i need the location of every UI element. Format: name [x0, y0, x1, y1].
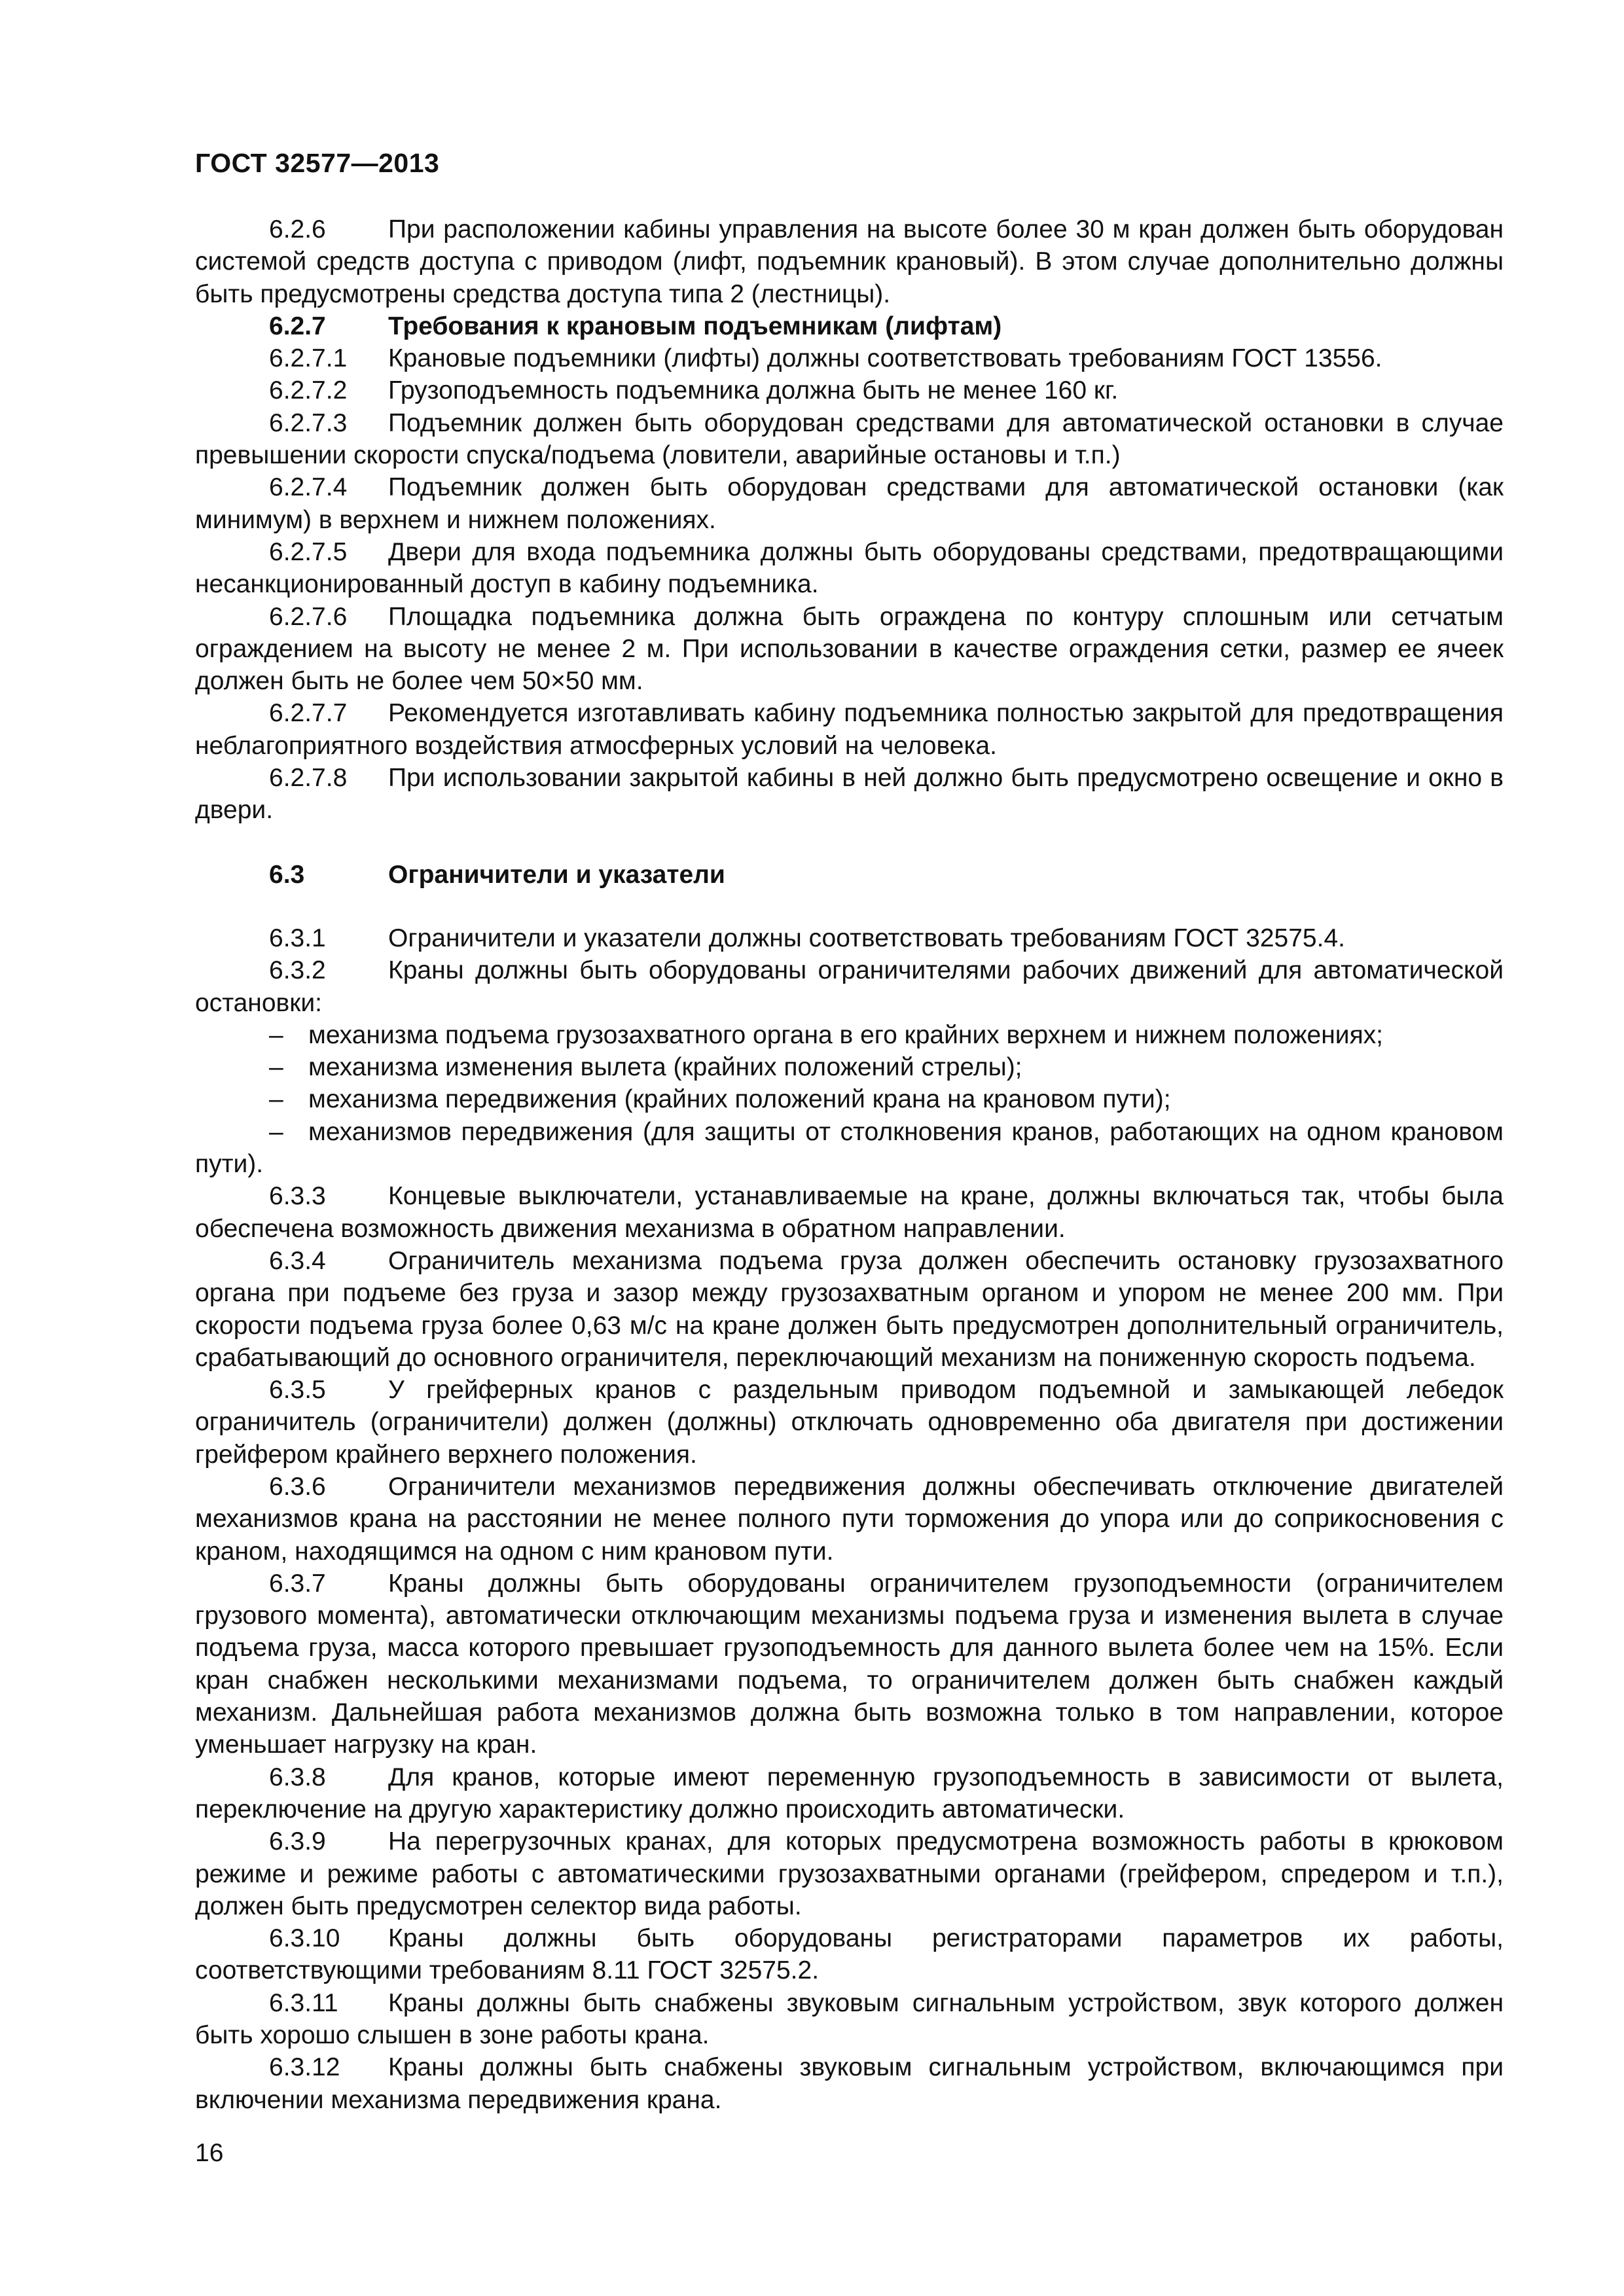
paragraph	[195, 697, 1504, 762]
page-number: 16	[195, 2139, 224, 2167]
paragraph	[195, 374, 1504, 406]
clause-text: Концевые выключатели, устанавливаемые на кране, должны включаться так, чтобы была обеспечена возможность движения механизма в обратном направлении.	[195, 1182, 1504, 1243]
list-dash: –	[269, 1117, 283, 1146]
clause-text: Рекомендуется изготавливать кабину подъемника полностью закрытой для предотвращения неблагоприятного воздействия атмосферных условий на человека.	[195, 699, 1504, 760]
paragraph	[195, 1987, 1504, 2052]
clause-text: Краны должны быть оборудованы ограничителем грузоподъемности (ограничителем грузового момента), автоматически отключающим механизмы подъема груза и изменения вылета в случае подъема груза, масса которого превышает грузоподъемность для данного вылета более чем на 15%. Если кран снабжен несколькими механизмами подъема, то ограничителем должен быть снабжен каждый механизм. Дальнейшая работа механизмов должна быть возможна только в том направлении, которое уменьшает нагрузку на кран.	[195, 1569, 1504, 1759]
paragraph	[195, 1245, 1504, 1374]
clause-number: 6.2.7.2	[269, 376, 348, 405]
paragraph	[195, 213, 1504, 310]
clause-number: 6.2.7.6	[269, 602, 348, 631]
paragraph	[195, 536, 1504, 601]
clause-number: 6.3.12	[269, 2053, 340, 2082]
paragraph	[195, 310, 1504, 342]
section-6-2-paragraphs	[195, 213, 1504, 827]
list-dash: –	[269, 1020, 283, 1049]
document-code-header: ГОСТ 32577—2013	[195, 148, 440, 178]
clause-number: 6.3.3	[269, 1182, 326, 1211]
clause-number: 6.3.8	[269, 1763, 326, 1791]
clause-text: Двери для входа подъемника должны быть оборудованы средствами, предотвращающими несанкционированный доступ в кабину подъемника.	[195, 537, 1504, 599]
section-title: Ограничители и указатели	[388, 860, 725, 889]
paragraph	[195, 342, 1504, 374]
list-dash: –	[269, 1053, 283, 1082]
clause-text: Подъемник должен быть оборудован средствами для автоматической остановки (как минимум) в верхнем и нижнем положениях.	[195, 473, 1504, 534]
document-body	[195, 213, 1504, 2116]
clause-text: У грейферных кранов с раздельным приводом подъемной и замыкающей лебедок ограничитель (ограничители) должен (должны) отключать одновременно оба двигателя при достижении грейфером крайнего верхнего положения.	[195, 1376, 1504, 1469]
paragraph	[195, 601, 1504, 698]
paragraph	[195, 1374, 1504, 1471]
clause-number: 6.3.10	[269, 1924, 340, 1953]
clause-number: 6.2.7	[269, 312, 326, 340]
paragraph	[195, 1825, 1504, 1922]
clause-text: Требования к крановым подъемникам (лифтам)	[388, 312, 1002, 340]
clause-number: 6.2.7.8	[269, 764, 348, 793]
clause-number: 6.3.11	[269, 1988, 338, 2017]
clause-text: Подъемник должен быть оборудован средствами для автоматической остановки в случае превышении скорости спуска/подъема (ловители, аварийные остановы и т.п.)	[195, 408, 1504, 470]
clause-number: 6.2.6	[269, 215, 326, 243]
section-heading	[195, 859, 1504, 891]
clause-text: Краны должны быть оборудованы ограничителями рабочих движений для автоматической остановки:	[195, 956, 1504, 1017]
clause-number: 6.3.5	[269, 1376, 326, 1405]
paragraph	[195, 1761, 1504, 1826]
section-6-3-paragraphs	[195, 1180, 1504, 2116]
clause-text: Ограничители механизмов передвижения должны обеспечивать отключение двигателей механизмов крана на расстоянии не менее полного пути торможения до упора или до соприкосновения с краном, находящимся на одном с ним крановом пути.	[195, 1472, 1504, 1566]
paragraph	[195, 762, 1504, 827]
clause-number: 6.3.6	[269, 1472, 326, 1501]
clause-text: Краны должны быть снабжены звуковым сигнальным устройством, звук которого должен быть хорошо слышен в зоне работы крана.	[195, 1988, 1504, 2050]
paragraph	[195, 1180, 1504, 1245]
paragraph	[195, 1471, 1504, 1568]
paragraph	[195, 407, 1504, 472]
clause-number: 6.2.7.1	[269, 344, 348, 373]
list-item-text: механизма передвижения (крайних положений крана на крановом пути);	[308, 1085, 1171, 1114]
clause-text: Краны должны быть оборудованы регистраторами параметров их работы, соответствующими требованиям 8.11 ГОСТ 32575.2.	[195, 1924, 1504, 1985]
paragraph	[195, 1922, 1504, 1987]
clause-number: 6.3.9	[269, 1827, 326, 1856]
clause-number: 6.3.7	[269, 1569, 326, 1598]
list-item	[195, 1083, 1504, 1115]
paragraph	[195, 1568, 1504, 1761]
clause-number: 6.2.7.3	[269, 408, 348, 437]
list-item-text: механизмов передвижения (для защиты от столкновения кранов, работающих на одном крановом пути).	[195, 1117, 1504, 1179]
clause-number: 6.3.1	[269, 924, 326, 952]
clause-text: При расположении кабины управления на высоте более 30 м кран должен быть оборудован системой средств доступа с приводом (лифт, подъемник крановый). В этом случае дополнительно должны быть предусмотрены средства доступа типа 2 (лестницы).	[195, 215, 1504, 308]
list-item	[195, 1019, 1504, 1051]
section-6-3-intro	[195, 922, 1504, 1019]
list-item	[195, 1116, 1504, 1181]
clause-text: Площадка подъемника должна быть ограждена по контуру сплошным или сетчатым ограждением на высоту не менее 2 м. При использовании в качестве ограждения сетки, размер ее ячеек должен быть не более чем 50×50 мм.	[195, 602, 1504, 696]
paragraph	[195, 471, 1504, 536]
list-item	[195, 1051, 1504, 1083]
clause-text: Краны должны быть снабжены звуковым сигнальным устройством, включающимся при включении механизма передвижения крана.	[195, 2053, 1504, 2114]
list-item-text: механизма подъема грузозахватного органа в его крайних верхнем и нижнем положениях;	[308, 1020, 1384, 1049]
list-dash: –	[269, 1085, 283, 1114]
clause-text: Ограничители и указатели должны соответствовать требованиям ГОСТ 32575.4.	[388, 924, 1345, 952]
clause-text: Для кранов, которые имеют переменную грузоподъемность в зависимости от вылета, переключение на другую характеристику должно происходить автоматически.	[195, 1763, 1504, 1823]
clause-text: Грузоподъемность подъемника должна быть не менее 160 кг.	[388, 376, 1119, 405]
clause-number: 6.3.2	[269, 956, 326, 985]
clause-number: 6.2.7.5	[269, 537, 348, 566]
clause-text: Ограничитель механизма подъема груза должен обеспечить остановку грузозахватного органа при подъеме без груза и зазор между грузозахватным органом и упором не менее 200 мм. При скорости подъема груза более 0,63 м/с на кране должен быть предусмотрен дополнительный ограничитель, срабатывающий до основного ограничителя, переключающий механизм на пониженную скорость подъема.	[195, 1246, 1504, 1372]
clause-text: Крановые подъемники (лифты) должны соответствовать требованиям ГОСТ 13556.	[388, 344, 1382, 373]
paragraph	[195, 922, 1504, 954]
limiter-list	[195, 1019, 1504, 1180]
paragraph	[195, 954, 1504, 1019]
list-item-text: механизма изменения вылета (крайних положений стрелы);	[308, 1053, 1022, 1082]
clause-number: 6.2.7.7	[269, 699, 348, 728]
section-number: 6.3	[269, 860, 305, 889]
clause-text: При использовании закрытой кабины в ней должно быть предусмотрено освещение и окно в двери.	[195, 764, 1504, 825]
clause-text: На перегрузочных кранах, для которых предусмотрена возможность работы в крюковом режиме и режиме работы с автоматическими грузозахватными органами (грейфером, спредером и т.п.), должен быть предусмотрен селектор вида работы.	[195, 1827, 1504, 1920]
clause-number: 6.3.4	[269, 1246, 326, 1275]
clause-number: 6.2.7.4	[269, 473, 348, 502]
paragraph	[195, 2051, 1504, 2116]
